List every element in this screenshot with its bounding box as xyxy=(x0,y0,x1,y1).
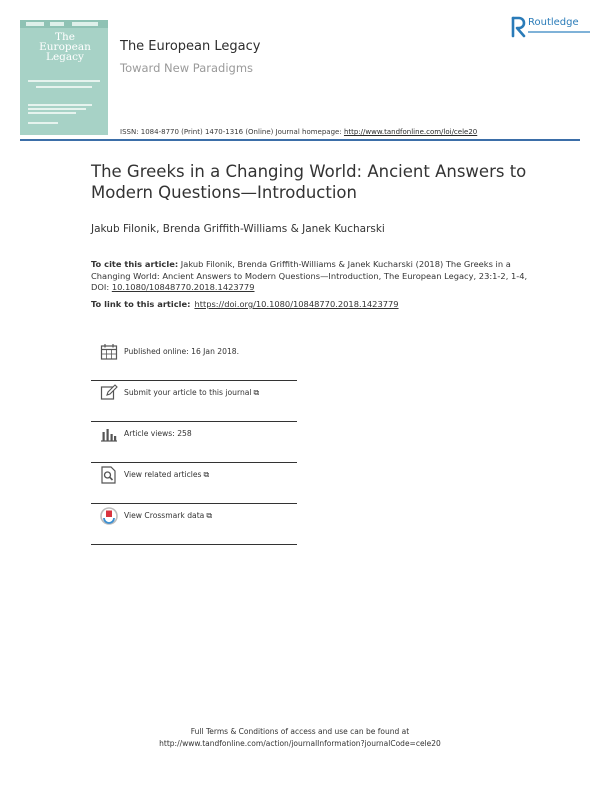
article-views: Article views: 258 xyxy=(124,429,192,438)
publisher-logo[interactable] xyxy=(510,16,590,42)
journal-subtitle: Toward New Paradigms xyxy=(120,61,254,75)
footer-terms: Full Terms & Conditions of access and use can be found at xyxy=(190,727,410,736)
footer xyxy=(0,726,600,750)
crossmark-link[interactable]: View Crossmark data ⧉ xyxy=(124,511,213,520)
footer-url[interactable]: http://www.tandfonline.com/action/journalInformation?journalCode=cele20 xyxy=(159,739,441,748)
submit-article-link[interactable]: Submit your article to this journal ⧉ xyxy=(124,388,260,397)
journal-title[interactable]: The European Legacy xyxy=(120,39,261,54)
external-link-icon: ⧉ xyxy=(253,388,260,397)
routledge-logo-icon xyxy=(510,16,526,38)
cover-title: The European Legacy xyxy=(39,31,91,63)
related-articles-link[interactable]: View related articles ⧉ xyxy=(124,470,210,479)
crossmark-row[interactable] xyxy=(91,504,297,545)
publisher-name: Routledge xyxy=(528,17,579,28)
bar-chart-icon xyxy=(100,425,118,443)
document-search-icon xyxy=(100,466,118,484)
doi-link[interactable]: 10.1080/10848770.2018.1423779 xyxy=(111,282,255,292)
calendar-icon xyxy=(100,343,118,361)
crossmark-icon xyxy=(100,507,118,525)
article-link-line: To link to this article: https://doi.org/10.1080/10848770.2018.1423779 xyxy=(91,299,399,309)
submit-row[interactable] xyxy=(91,381,297,422)
external-link-icon: ⧉ xyxy=(203,470,210,479)
published-row xyxy=(91,340,297,381)
edit-icon xyxy=(100,384,118,402)
header-rule xyxy=(20,139,580,141)
cover-strip xyxy=(20,20,108,28)
related-row[interactable] xyxy=(91,463,297,504)
journal-cover xyxy=(20,20,108,135)
issn-line: ISSN: 1084-8770 (Print) 1470-1316 (Online) Journal homepage: http://www.tandfonline.com/loi/cele20 xyxy=(120,128,478,136)
views-row xyxy=(91,422,297,463)
published-date: Published online: 16 Jan 2018. xyxy=(124,347,240,356)
article-title: The Greeks in a Changing World: Ancient Answers to Modern Questions—Introduction xyxy=(91,162,527,202)
citation: To cite this article: Jakub Filonik, Brenda Griffith-Williams & Janek Kucharski (2018) The Greeks in a Changing World: Ancient Answers to Modern Questions—Introduction, The European Legacy, 23:1-2, 1-4, DOI: 10.1080/10848770.2018.1423779 xyxy=(91,259,528,292)
journal-homepage-link[interactable]: http://www.tandfonline.com/loi/cele20 xyxy=(343,128,478,136)
external-link-icon: ⧉ xyxy=(206,511,213,520)
article-url-link[interactable]: https://doi.org/10.1080/10848770.2018.1423779 xyxy=(194,299,399,309)
article-authors: Jakub Filonik, Brenda Griffith-Williams & Janek Kucharski xyxy=(91,223,385,235)
